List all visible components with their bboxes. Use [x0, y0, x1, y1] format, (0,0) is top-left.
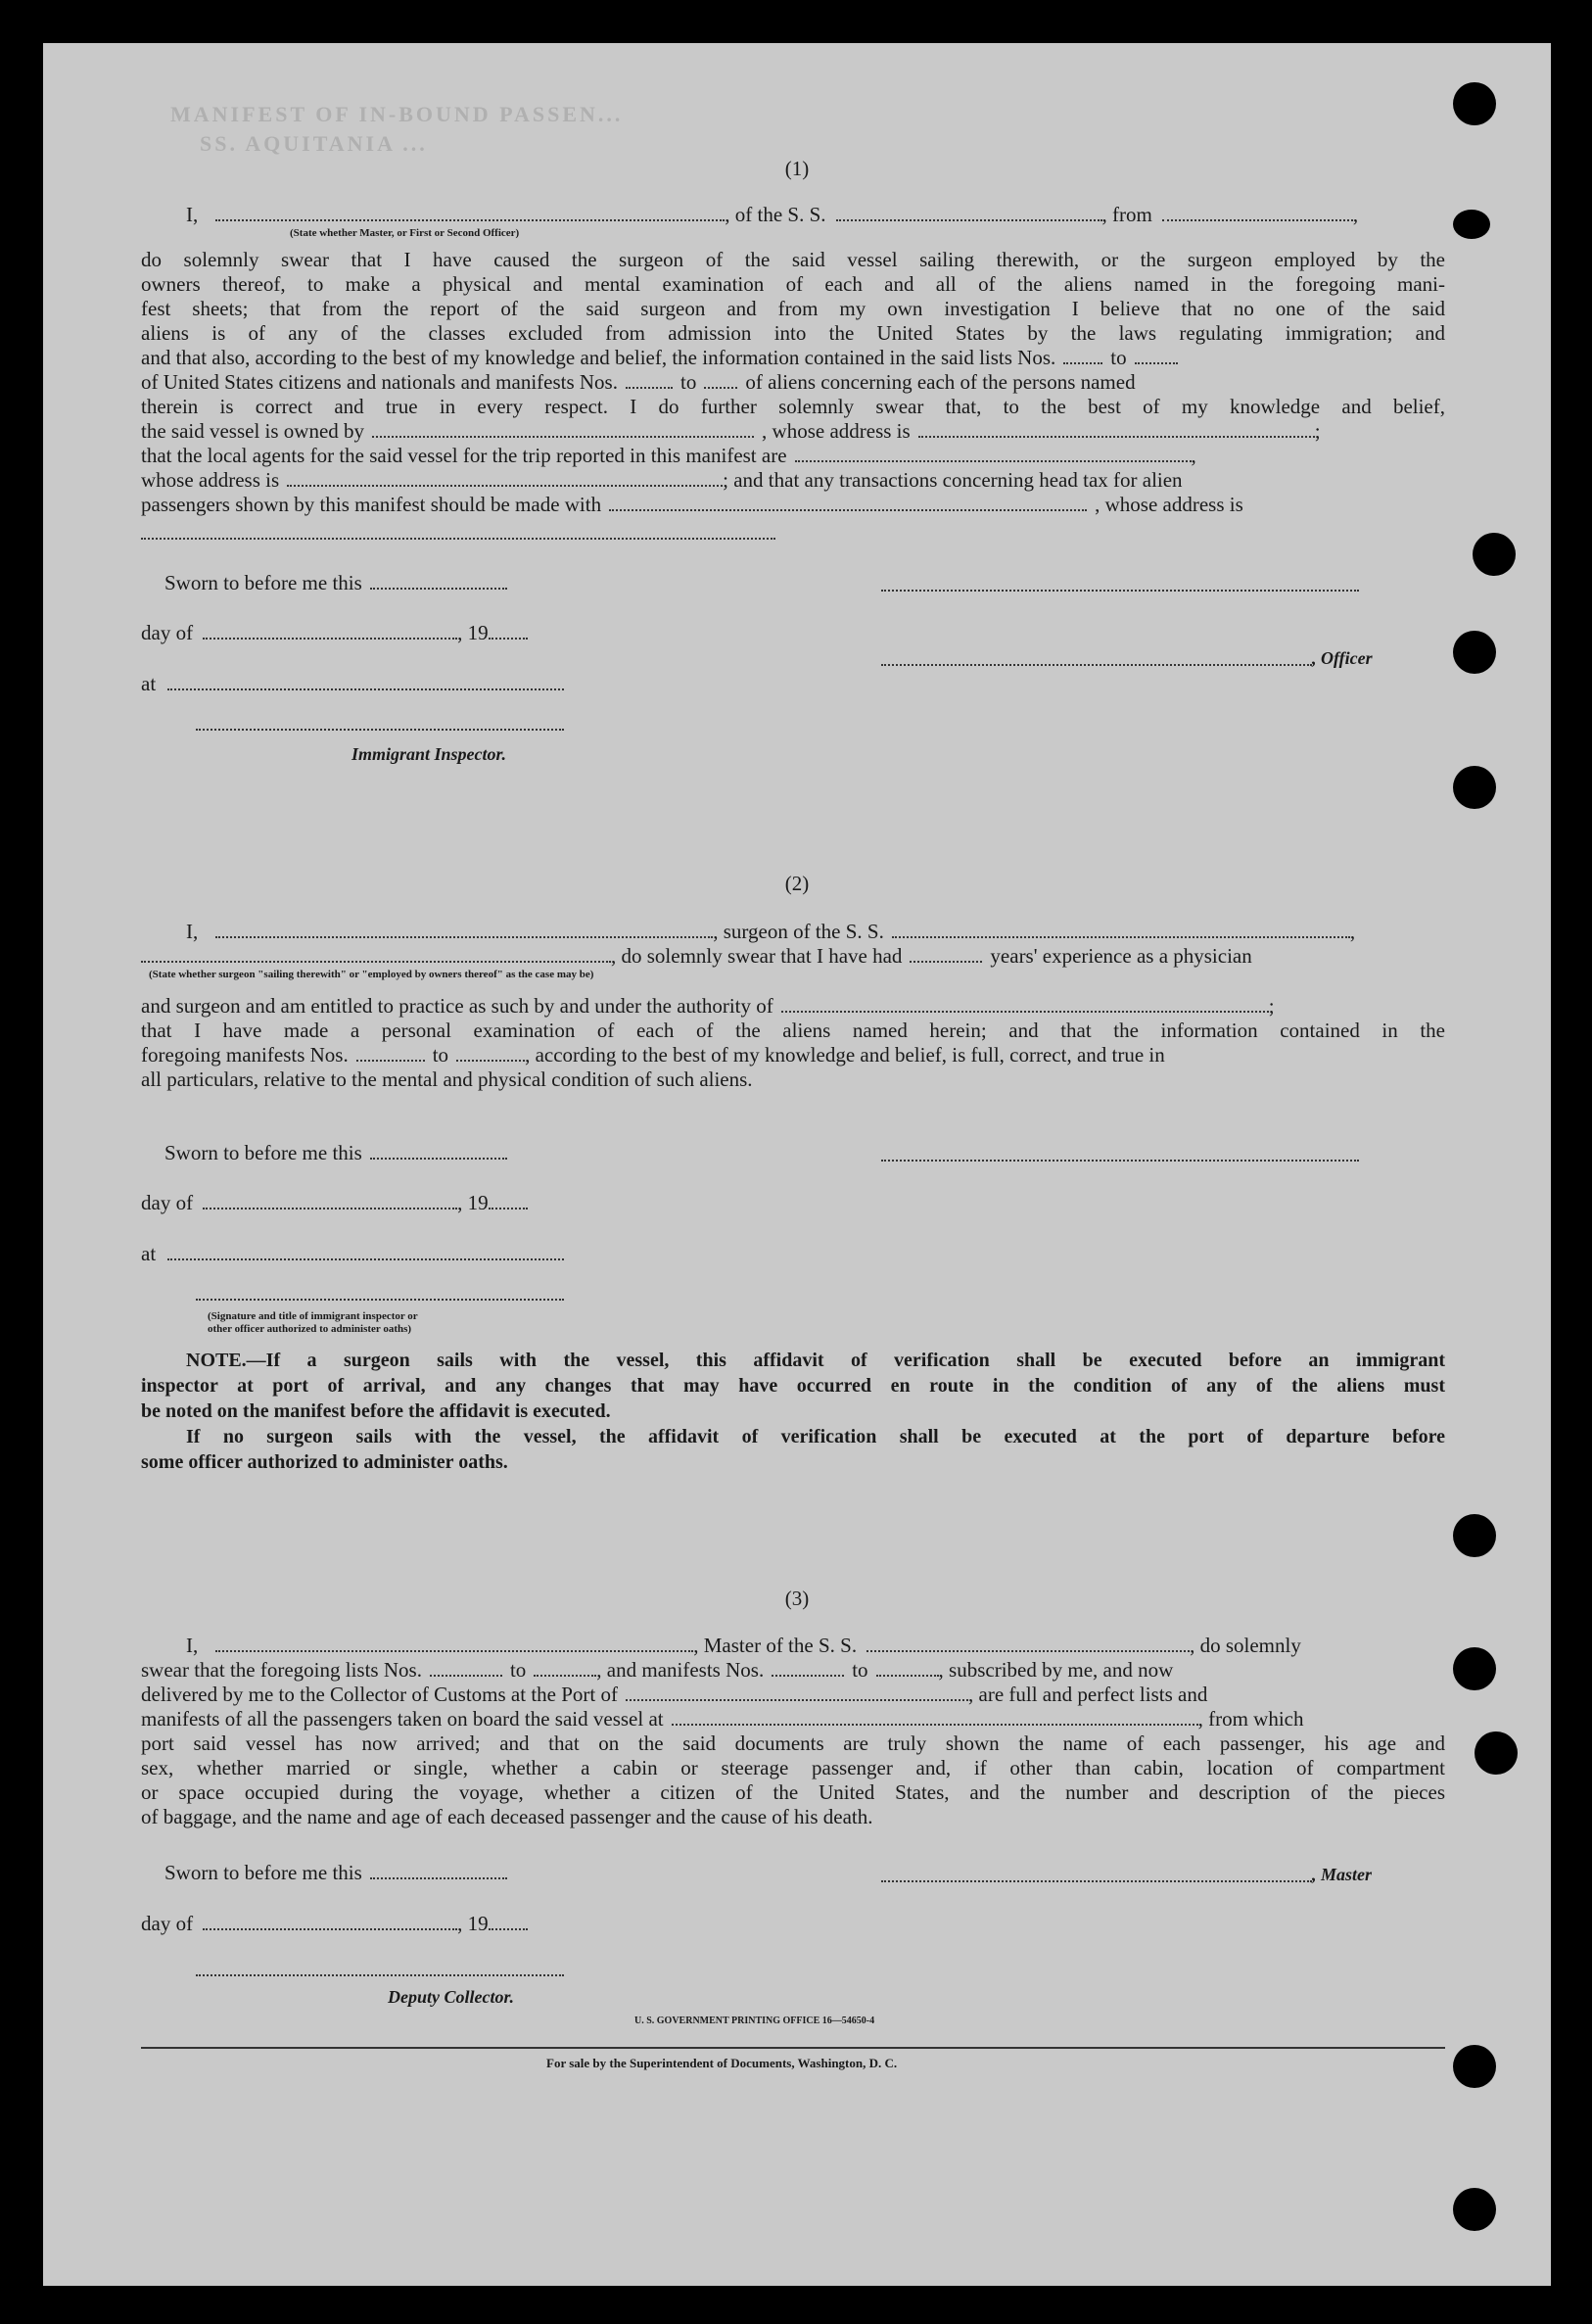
s2-note-line-1: NOTE.—If a surgeon sails with the vessel, this affidavit of verification shall be executed before an immigrant: [186, 1350, 1445, 1371]
s1-officer-caption: (State whether Master, or First or Second Officer): [290, 227, 520, 239]
s2-line-2: , do solemnly swear that I have had years' experience as a physician: [141, 946, 1252, 967]
s3-line-5: port said vessel has now arrived; and that on the said documents are truly shown the name of each passenger, his age and: [141, 1731, 1445, 1755]
s3-line-2: swear that the foregoing lists Nos. to , and manifests Nos. to , subscribed by me, and now: [141, 1658, 1174, 1682]
s1-line-10: that the local agents for the said vessel for the trip reported in this manifest are ,: [141, 444, 1196, 467]
s3-master-line: [881, 1880, 1312, 1882]
s3-line-6: sex, whether married or single, whether a cabin or steerage passenger and, if other than cabin, location of compartment: [141, 1756, 1445, 1779]
s2-line-1: I, , surgeon of the S. S. ,: [186, 920, 1356, 943]
punch-hole: [1453, 631, 1496, 674]
s2-line-4: that I have made a personal examination of each of the aliens named herein; and that the information contained in the: [141, 1019, 1445, 1042]
s3-master-title: , Master: [1312, 1865, 1373, 1884]
s3-line-1: I, , Master of the S. S. , do solemnly: [186, 1634, 1301, 1657]
s3-deputy-line: [196, 1974, 564, 1976]
s1-inspector-line: [196, 729, 564, 731]
s1-line-5: aliens is of any of the classes excluded from admission into the United States by the laws regulating immigration; and: [141, 321, 1445, 345]
section-2-number: (2): [784, 872, 810, 895]
s2-sig-caption-2: other officer authorized to administer oaths): [208, 1323, 412, 1335]
s2-note-line-4: If no surgeon sails with the vessel, the affidavit of verification shall be executed at the port of departure before: [186, 1426, 1445, 1447]
s2-note-line-5: some officer authorized to administer oaths.: [141, 1451, 508, 1473]
s2-line-3: and surgeon and am entitled to practice as such by and under the authority of ;: [141, 994, 1275, 1018]
s3-sworn: Sworn to before me this: [164, 1863, 507, 1883]
s2-line-6: all particulars, relative to the mental and physical condition of such aliens.: [141, 1067, 753, 1091]
gpo-imprint: U. S. GOVERNMENT PRINTING OFFICE 16—54650-4: [634, 2016, 875, 2026]
s1-sworn: Sworn to before me this: [164, 573, 507, 593]
s2-line-5: foregoing manifests Nos. to , according to the best of my knowledge and belief, is full, correct, and true in: [141, 1043, 1165, 1067]
s1-day: day of , 19: [141, 623, 528, 643]
s2-day: day of , 19: [141, 1193, 528, 1213]
s2-note-line-2: inspector at port of arrival, and any changes that may have occurred en route in the condition of any of the aliens must: [141, 1375, 1445, 1397]
punch-hole: [1453, 766, 1496, 809]
s1-line-1: I, , of the S. S. , from ,: [186, 203, 1359, 226]
punch-hole: [1475, 1731, 1518, 1775]
s1-address-line: [141, 538, 775, 540]
section-3-number: (3): [784, 1587, 810, 1610]
s3-line-4: manifests of all the passengers taken on board the said vessel at , from which: [141, 1707, 1304, 1731]
s1-line-7: of United States citizens and nationals and manifests Nos. to of aliens concerning each of the persons named: [141, 370, 1136, 394]
s2-surgeon-caption: (State whether surgeon "sailing therewith" or "employed by owners thereof" as the case may be): [149, 969, 594, 980]
s1-line-12: passengers shown by this manifest should be made with , whose address is: [141, 493, 1243, 516]
s1-line-2: do solemnly swear that I have caused the surgeon of the said vessel sailing therewith, or the surgeon employed by the: [141, 248, 1445, 271]
s1-line-8: therein is correct and true in every respect. I do further solemnly swear that, to the best of my knowledge and belief,: [141, 395, 1445, 418]
s1-officer-line: [881, 664, 1312, 666]
s3-line-7: or space occupied during the voyage, whether a citizen of the United States, and the number and description of the pieces: [141, 1780, 1445, 1804]
s1-inspector-title: Immigrant Inspector.: [351, 744, 507, 764]
punch-hole: [1453, 210, 1490, 239]
punch-hole: [1453, 82, 1496, 125]
s3-line-8: of baggage, and the name and age of each deceased passenger and the cause of his death.: [141, 1805, 873, 1828]
bleed-through-text: SS. AQUITANIA ...: [200, 131, 428, 156]
footer-rule: [141, 2047, 1445, 2049]
s1-line-11: whose address is ; and that any transactions concerning head tax for alien: [141, 468, 1183, 492]
s3-day: day of , 19: [141, 1914, 528, 1934]
punch-hole: [1453, 1514, 1496, 1557]
s1-officer-title: , Officer: [1312, 648, 1373, 668]
s1-line-3: owners thereof, to make a physical and mental examination of each and all of the aliens named in the foregoing mani-: [141, 272, 1445, 296]
s1-at: at: [141, 674, 564, 694]
bleed-through-text: MANIFEST OF IN-BOUND PASSEN...: [170, 102, 624, 126]
s1-line-4: fest sheets; that from the report of the said surgeon and from my own investigation I believe that no one of the said: [141, 297, 1445, 320]
s2-at: at: [141, 1244, 564, 1264]
s3-deputy-title: Deputy Collector.: [388, 1987, 514, 2007]
sale-notice: For sale by the Superintendent of Documents, Washington, D. C.: [546, 2056, 898, 2070]
s1-line-9: the said vessel is owned by , whose address is ;: [141, 419, 1321, 443]
punch-hole: [1453, 2188, 1496, 2231]
punch-hole: [1453, 1647, 1496, 1690]
punch-hole: [1473, 533, 1516, 576]
s2-inspector-line: [196, 1299, 564, 1301]
punch-hole: [1453, 2045, 1496, 2088]
s2-note-line-3: be noted on the manifest before the affidavit is executed.: [141, 1400, 611, 1422]
s1-signature-line: [881, 590, 1359, 592]
s1-line-6: and that also, according to the best of my knowledge and belief, the information contained in the said lists Nos. to: [141, 348, 1178, 368]
document-page: [43, 43, 1551, 2286]
s2-sig-caption-1: (Signature and title of immigrant inspector or: [208, 1310, 418, 1322]
s3-line-3: delivered by me to the Collector of Customs at the Port of , are full and perfect lists and: [141, 1683, 1208, 1706]
s2-signature-line: [881, 1160, 1359, 1162]
section-1-number: (1): [784, 157, 810, 180]
s2-sworn: Sworn to before me this: [164, 1143, 507, 1163]
